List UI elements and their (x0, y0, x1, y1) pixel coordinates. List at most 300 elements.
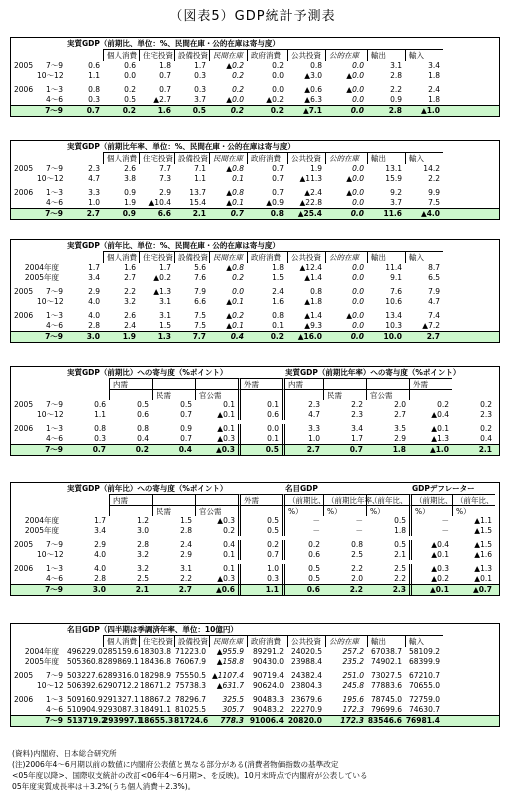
table-cell: 0.5 (137, 400, 149, 409)
table-cell: ▲0.2 (153, 273, 171, 282)
table-cell: 22270.9 (290, 705, 322, 714)
table-row (11, 550, 499, 560)
table-cell: 79699.6 (370, 705, 402, 714)
table-cell: 0.7 (272, 174, 284, 183)
table-cell: ▲3.0 (304, 71, 322, 80)
table-block-b4 (10, 366, 500, 456)
row-period: 1～3 (45, 564, 63, 573)
row-period: 4～6 (45, 198, 63, 207)
table-cell: ▲0.7 (472, 585, 492, 594)
table-cell: 0.5 (282, 574, 323, 584)
row-year (11, 434, 37, 444)
table-cell: 2.0 (351, 574, 363, 583)
table-cell: 73027.5 (370, 671, 402, 680)
table-cell: 513719.2 (67, 716, 107, 725)
table-cell: ▲4.0 (420, 209, 440, 218)
row-label (11, 209, 67, 219)
table-cell: 0.3 (94, 434, 106, 443)
row-year: 2005 (14, 671, 34, 680)
row-year: 2006 (14, 564, 34, 573)
row-year (11, 321, 37, 331)
table-cell: ▲1.3 (431, 434, 449, 443)
row-label (11, 71, 67, 81)
table-cell: 75738.3 (174, 681, 206, 690)
table-cell: ▲25.4 (297, 209, 322, 218)
page-title: （図表5）GDP統計予測表 (169, 9, 336, 24)
table-cell: 7.5 (194, 321, 206, 330)
table-block-b3 (10, 239, 500, 343)
table-cell: 0.5 (192, 106, 206, 115)
table-cell: 67210.7 (408, 671, 440, 680)
table-cell: 4.7 (282, 410, 323, 420)
table-cell: 0.9 (124, 188, 136, 197)
table-cell: 0.5 (238, 445, 282, 455)
table-cell: 0.0 (350, 106, 364, 115)
table-cell: 2.9 (394, 434, 406, 443)
table-cell: 2.6 (124, 164, 136, 173)
table-cell: 2.3 (282, 400, 323, 410)
table-cell: ▲2.4 (304, 188, 322, 197)
table-cell: 7.9 (194, 287, 206, 296)
table-cell: 0.5 (124, 95, 136, 104)
table-row (11, 208, 499, 219)
column-header: 公的在庫 (325, 152, 367, 164)
column-header: 内需 (282, 378, 323, 389)
row-label (11, 434, 67, 444)
table-cell: 4.0 (94, 550, 106, 559)
table-cell: 0.0 (352, 198, 364, 207)
table-cell: 7.1 (194, 164, 206, 173)
column-header: 住宅投資 (139, 635, 174, 647)
table-cell: － (355, 516, 363, 525)
row-year (11, 198, 37, 208)
row-year (11, 106, 37, 116)
table-row (11, 95, 499, 105)
table-row (11, 695, 499, 705)
column-header: 外需 (238, 494, 282, 505)
table-cell: 2.5 (394, 564, 406, 573)
table-cell: 1.0 (88, 198, 100, 207)
row-year (11, 705, 37, 715)
table-cell: ▲7.2 (422, 321, 440, 330)
table-cell: 195.6 (342, 695, 364, 704)
row-label (11, 287, 67, 297)
table-cell: ▲1107.4 (211, 671, 244, 680)
column-header (109, 389, 152, 400)
table-cell: ▲0.2 (226, 311, 244, 320)
table-cell: 0.4 (178, 445, 192, 454)
table-cell: ▲6.3 (304, 95, 322, 104)
table-cell: 75550.5 (174, 671, 206, 680)
notes (12, 748, 498, 792)
table-cell: 778.3 (220, 716, 244, 725)
table-cell: 3.1 (159, 311, 171, 320)
table-cell: 1.3 (157, 332, 171, 341)
row-period: 7～9 (45, 61, 63, 70)
row-label (11, 263, 67, 273)
block-header-right: 実質GDP（前期比年率）への寄与度（%ポイント） (285, 368, 461, 377)
table-cell: ▲0.0 (226, 95, 244, 104)
table-block-b1 (10, 37, 500, 117)
row-label (11, 424, 67, 434)
table-cell: 0.3 (88, 95, 100, 104)
column-header: （前期比年率、 (323, 494, 366, 505)
table-cell: 10.0 (383, 332, 402, 341)
table-row (11, 410, 499, 420)
column-header: 官公需 (195, 505, 238, 516)
table-cell: 7.6 (194, 273, 206, 282)
table-cell: 0.2 (480, 424, 492, 433)
table-cell: ▲9.3 (304, 321, 322, 330)
column-header: %） (409, 505, 452, 516)
table-cell: 0.3 (194, 85, 206, 94)
table-cell: 172.3 (340, 716, 364, 725)
table-cell: 325.5 (222, 695, 244, 704)
row-period: 4～6 (45, 95, 63, 104)
row-label (11, 526, 67, 536)
table-cell: 2.9 (159, 188, 171, 197)
table-cell: 1.8 (272, 263, 284, 272)
table-cell: 1.7 (351, 434, 363, 443)
table-cell: 0.4 (223, 540, 235, 549)
column-header (238, 505, 282, 516)
block-header-left: 実質GDP（前期比）への寄与度（%ポイント） (67, 368, 228, 377)
table-cell: 0.4 (480, 434, 492, 443)
table-row (11, 584, 499, 595)
table-cell: ▲0.8 (226, 263, 244, 272)
table-cell: 9.2 (390, 188, 402, 197)
column-header-blank (11, 494, 109, 505)
table-cell: 3.0 (92, 585, 106, 594)
column-header: %） (452, 505, 495, 516)
table-cell: 2.4 (428, 85, 440, 94)
table-cell: 1.0 (282, 434, 323, 444)
row-year: 2006 (14, 311, 34, 320)
table-cell: 2.2 (390, 85, 402, 94)
table-cell: 13.7 (189, 188, 206, 197)
table-cell: 0.6 (137, 410, 149, 419)
table-cell: 18491.1 (139, 705, 171, 714)
column-header (152, 378, 195, 389)
table-row (11, 400, 499, 410)
table-cell: 7.5 (194, 311, 206, 320)
row-year (11, 95, 37, 105)
row-label (11, 564, 67, 574)
column-header: 官公需 (366, 389, 409, 400)
table-cell: 2.9 (180, 550, 192, 559)
table-cell: 3.1 (180, 564, 192, 573)
table-cell: 0.0 (272, 85, 284, 94)
table-cell: 0.8 (88, 85, 100, 94)
table-cell: 0.7 (238, 550, 282, 560)
table-cell: 2.8 (180, 526, 192, 535)
table-cell: 15.4 (189, 198, 206, 207)
table-cell: 2.7 (282, 445, 323, 455)
row-label (11, 445, 67, 455)
table-cell: 2.7 (124, 273, 136, 282)
table-cell: ▲1.6 (474, 550, 492, 559)
row-label (11, 297, 67, 307)
column-header: 政府消費 (247, 635, 287, 647)
table-cell: ▲10.4 (148, 198, 171, 207)
column-header-row (11, 635, 499, 647)
table-cell: 2.5 (351, 550, 363, 559)
row-year: 2005 (14, 540, 34, 549)
row-period: 1～3 (45, 424, 63, 433)
table-cell: 0.7 (92, 445, 106, 454)
table-cell: 0.9 (122, 209, 136, 218)
column-header: 外需 (238, 378, 282, 389)
table-cell: ▲1.1 (474, 516, 492, 525)
table-cell: ▲0.1 (226, 297, 244, 306)
table-cell: 1.7 (159, 263, 171, 272)
column-header: 公的在庫 (325, 251, 367, 263)
table-cell: 0.6 (282, 550, 323, 560)
table-cell: 0.2 (232, 85, 244, 94)
table-cell: 2.3 (88, 164, 100, 173)
table-cell: ▲0.4 (409, 540, 452, 550)
table-cell: 0.2 (230, 106, 244, 115)
table-cell: 293087.3 (103, 705, 139, 714)
table-cell: 1.8 (394, 526, 406, 535)
table-cell: 0.8 (137, 424, 149, 433)
table-cell: ▲11.3 (299, 174, 322, 183)
table-cell: 90719.4 (252, 671, 284, 680)
table-cell: 11.6 (383, 209, 402, 218)
table-cell: 0.7 (349, 445, 363, 454)
table-cell: 20820.0 (287, 716, 322, 725)
table-cell: ▲0.0 (346, 85, 364, 94)
table-cell: 2.8 (388, 106, 402, 115)
table-cell: 1.1 (238, 585, 282, 595)
note-line: 05年度実質成長率は＋3.2%(うち個人消費＋2.3%)。 (12, 782, 196, 791)
table-cell: 3.4 (428, 61, 440, 70)
table-cell: 2.0 (394, 400, 406, 409)
table-cell: 0.2 (272, 61, 284, 70)
table-cell: ▲7.1 (302, 106, 322, 115)
table-cell: 1.1 (88, 71, 100, 80)
table-cell: 0.1 (223, 564, 235, 573)
row-period: 7～9 (45, 716, 63, 725)
table-cell: 235.2 (342, 657, 364, 666)
table-cell: 3.2 (137, 550, 149, 559)
row-year: 2004年度 (24, 516, 59, 525)
table-cell: 18436.8 (139, 657, 171, 666)
row-period: 7～9 (45, 106, 63, 115)
table-cell: ▲1.5 (474, 540, 492, 549)
table-cell: 0.0 (352, 321, 364, 330)
table-cell: 0.0 (238, 424, 282, 434)
column-header: 内需 (109, 494, 152, 505)
table-cell: 78296.7 (174, 695, 206, 704)
table-cell: 23988.4 (290, 657, 322, 666)
table-cell: 2.1 (478, 445, 492, 454)
table-cell: 1.9 (124, 198, 136, 207)
table-cell: 2.3 (351, 410, 363, 419)
row-label (11, 410, 67, 420)
column-header: （前年比、 (366, 494, 409, 505)
column-header: 民需 (152, 389, 195, 400)
table-cell: 251.0 (342, 671, 364, 680)
table-cell: ▲1.4 (304, 311, 322, 320)
row-label (11, 574, 67, 584)
table-cell: 3.8 (124, 174, 136, 183)
column-header: 民間在庫 (209, 251, 247, 263)
row-label (11, 164, 67, 174)
table-cell: 10.6 (385, 297, 402, 306)
table-cell: 2.2 (428, 174, 440, 183)
table-cell: 0.8 (270, 209, 284, 218)
table-cell: 4.0 (88, 297, 100, 306)
table-cell: 2.2 (349, 585, 363, 594)
table-cell: 2.8 (88, 321, 100, 330)
column-header: 政府消費 (247, 251, 287, 263)
table-cell: 496229.0 (67, 647, 103, 656)
table-cell: 506392.6 (67, 681, 103, 690)
table-cell: 78745.0 (370, 695, 402, 704)
column-header: 政府消費 (247, 152, 287, 164)
row-year: 2004年度 (24, 647, 59, 656)
table-cell: ▲631.7 (216, 681, 244, 690)
table-cell: 2.2 (180, 574, 192, 583)
table-cell: 290712.2 (103, 681, 139, 690)
column-header (409, 389, 452, 400)
row-label (11, 671, 67, 681)
table-cell: 1.6 (124, 263, 136, 272)
row-year: 2005 (14, 61, 34, 70)
table-cell: 0.5 (180, 400, 192, 409)
table-cell: 90624.0 (252, 681, 284, 690)
table-cell: 81724.6 (174, 716, 209, 725)
table-cell: 90430.0 (252, 657, 284, 666)
table-cell: 2.6 (124, 311, 136, 320)
column-header: 民需 (152, 505, 195, 516)
table-cell: 0.9 (180, 424, 192, 433)
table-cell: 76067.9 (174, 657, 206, 666)
table-cell: 0.7 (159, 71, 171, 80)
table-cell: 0.1 (238, 434, 282, 444)
table-block-b6 (10, 623, 500, 727)
table-cell: ▲0.2 (226, 61, 244, 70)
table-cell: ▲0.1 (409, 585, 452, 595)
row-year (11, 71, 37, 81)
table-cell: ▲1.8 (304, 297, 322, 306)
row-period: 7～9 (45, 540, 63, 549)
table-cell: 3.5 (394, 424, 406, 433)
table-cell: － (409, 516, 452, 526)
table-cell: 0.2 (437, 400, 449, 409)
row-period: 7～9 (45, 445, 63, 454)
row-period: 7～9 (45, 585, 63, 594)
table-cell: 1.9 (310, 164, 322, 173)
table-cell: 1.8 (159, 61, 171, 70)
column-header: 官公需 (195, 389, 238, 400)
column-header (366, 378, 409, 389)
table-cell: 0.0 (124, 71, 136, 80)
table-cell: ▲2.7 (153, 95, 171, 104)
table-cell: 2.2 (351, 564, 363, 573)
table-cell: 245.8 (342, 681, 364, 690)
table-cell: 76981.4 (405, 716, 440, 725)
table-row (11, 273, 499, 283)
row-label (11, 400, 67, 410)
row-period: 1～3 (45, 311, 63, 320)
table-cell: 0.1 (223, 550, 235, 559)
table-row (11, 61, 499, 71)
column-header: （前年比、 (452, 494, 495, 505)
row-label (11, 585, 67, 595)
row-year (11, 174, 37, 184)
table-cell: 1.5 (180, 516, 192, 525)
table-cell: 172.3 (342, 705, 364, 714)
table-row (11, 311, 499, 321)
table-cell: 3.7 (390, 198, 402, 207)
table-block-b5 (10, 482, 500, 596)
column-header: 外需 (409, 378, 452, 389)
table-cell: 4.0 (88, 311, 100, 320)
row-year (11, 574, 37, 584)
row-period: 4～6 (45, 321, 63, 330)
column-header: 輸入 (405, 251, 443, 263)
column-header: 輸出 (367, 49, 405, 61)
table-cell: ▲1.3 (474, 564, 492, 573)
table-cell: 1.9 (122, 332, 136, 341)
row-label (11, 657, 67, 667)
table-cell: 90483.3 (252, 695, 284, 704)
table-row (11, 671, 499, 681)
row-year (11, 585, 37, 595)
column-header: 個人消費 (103, 635, 139, 647)
table-cell: ▲0.8 (226, 188, 244, 197)
table-cell: ▲0.1 (217, 410, 235, 419)
table-cell: 0.2 (232, 273, 244, 282)
table-cell: － (282, 516, 323, 526)
row-period: 4～6 (45, 574, 63, 583)
table-cell: 1.7 (194, 61, 206, 70)
block-header-left: 実質GDP（前年比）への寄与度（%ポイント） (67, 484, 228, 493)
table-row (11, 434, 499, 444)
table-cell: 2.2 (351, 400, 363, 409)
table-cell: 0.1 (223, 400, 235, 409)
row-period: 7～9 (45, 671, 63, 680)
column-header (323, 378, 366, 389)
row-label (11, 85, 67, 95)
table-cell: 1.5 (272, 273, 284, 282)
block-header (11, 367, 499, 378)
table-cell: 18303.8 (139, 647, 171, 656)
table-cell: 0.6 (124, 61, 136, 70)
table-cell: ▲1.3 (153, 287, 171, 296)
row-label (11, 321, 67, 331)
table-cell: 0.5 (394, 540, 406, 549)
table-cell: 0.2 (122, 106, 136, 115)
table-cell: ▲0.3 (217, 434, 235, 443)
table-cell: 0.5 (394, 516, 406, 525)
table-cell: 13.1 (385, 164, 402, 173)
table-cell: ▲0.3 (217, 516, 235, 525)
table-cell: 4.0 (94, 564, 106, 573)
column-header: 設備投資 (174, 152, 209, 164)
table-cell: ▲1.0 (429, 445, 449, 454)
row-year (11, 332, 37, 342)
table-cell: 72759.0 (408, 695, 440, 704)
table-cell: 7.6 (390, 287, 402, 296)
column-header-row (11, 152, 499, 164)
table-cell: 74630.7 (408, 705, 440, 714)
table-cell: 6.5 (428, 273, 440, 282)
table-cell: 23679.6 (290, 695, 322, 704)
table-cell: 2.9 (88, 287, 100, 296)
